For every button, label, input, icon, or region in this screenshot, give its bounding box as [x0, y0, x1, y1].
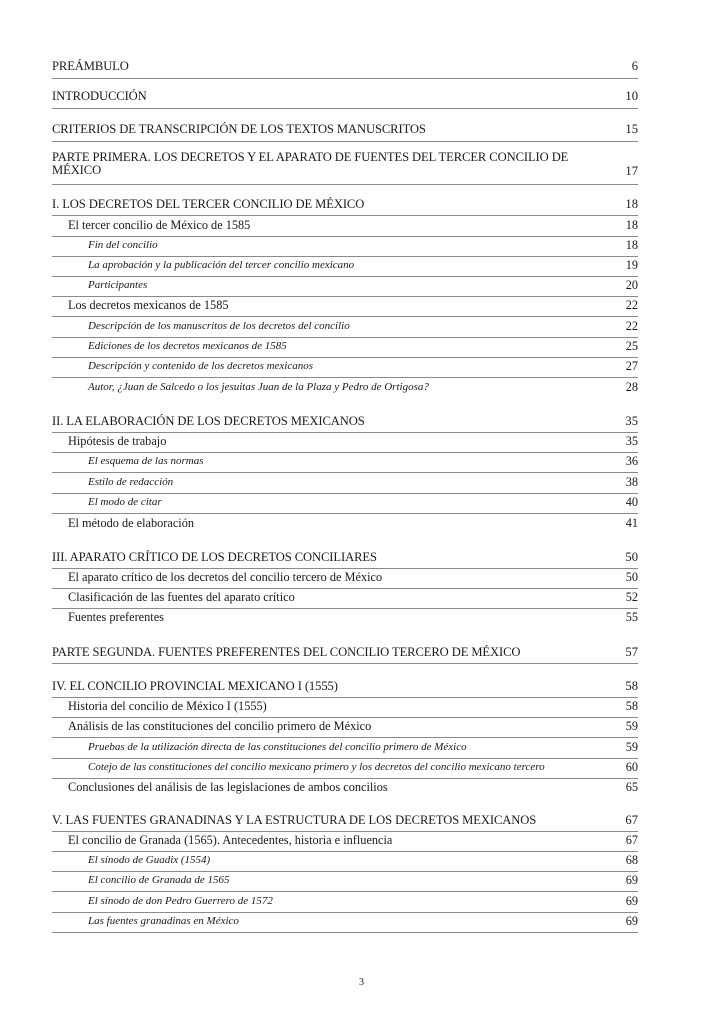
toc-divider — [52, 758, 638, 759]
toc-entry-page: 6 — [631, 59, 638, 73]
toc-divider — [52, 891, 638, 892]
toc-entry-page: 17 — [625, 164, 638, 178]
toc-divider — [52, 296, 638, 297]
toc-entry-page: 58 — [625, 699, 638, 713]
toc-entry-page: 69 — [625, 894, 638, 908]
toc-entry-page: 10 — [625, 89, 638, 103]
toc-entry-title: Hipótesis de trabajo — [68, 434, 167, 448]
toc-entry-title: El concilio de Granada de 1565 — [88, 874, 230, 886]
toc-entry-page: 69 — [625, 914, 638, 928]
toc-entry-page: 65 — [625, 780, 638, 794]
toc-entry-title: II. LA ELABORACIÓN DE LOS DECRETOS MEXICANOS — [52, 414, 365, 428]
toc-entry-title: Clasificación de las fuentes del aparato crítico — [68, 590, 295, 604]
toc-entry-title: Cotejo de las constituciones del concilio mexicano primero y los decretos del concilio mexicano tercero — [88, 761, 545, 773]
toc-entry-page: 22 — [625, 298, 638, 312]
toc-entry-page: 20 — [625, 278, 638, 292]
toc-entry-title: Fuentes preferentes — [68, 610, 164, 624]
toc-entry-page: 35 — [625, 414, 638, 428]
toc-divider — [52, 337, 638, 338]
toc-entry-page: 50 — [625, 570, 638, 584]
toc-entry-page: 59 — [625, 719, 638, 733]
toc-entry-page: 60 — [625, 760, 638, 774]
toc-entry-page: 55 — [625, 610, 638, 624]
toc-divider — [52, 108, 638, 109]
toc-divider — [52, 78, 638, 79]
toc-entry-page: 18 — [625, 238, 638, 252]
toc-entry-page: 22 — [625, 319, 638, 333]
toc-entry-title: Descripción de los manuscritos de los decretos del concilio — [88, 320, 350, 332]
toc-entry-title: El aparato crítico de los decretos del concilio tercero de México — [68, 570, 383, 584]
toc-entry-page: 36 — [625, 454, 638, 468]
toc-entry-page: 57 — [625, 645, 638, 659]
toc-entry-page: 52 — [625, 590, 638, 604]
toc-entry-page: 18 — [625, 218, 638, 232]
toc-divider — [52, 737, 638, 738]
toc-entry-title: Autor, ¿Juan de Salcedo o los jesuitas Juan de la Plaza y Pedro de Ortigosa? — [88, 381, 429, 393]
toc-divider — [52, 493, 638, 494]
toc-divider — [52, 215, 638, 216]
toc-divider — [52, 141, 638, 142]
toc-divider — [52, 697, 638, 698]
toc-entry-page: 68 — [625, 853, 638, 867]
toc-divider — [52, 184, 638, 185]
toc-divider — [52, 236, 638, 237]
toc-divider — [52, 608, 638, 609]
toc-entry-title: El modo de citar — [88, 496, 162, 508]
toc-entry-page: 18 — [625, 197, 638, 211]
toc-entry-title: Historia del concilio de México I (1555) — [68, 699, 267, 713]
toc-divider — [52, 663, 638, 664]
toc-entry-page: 15 — [625, 122, 638, 136]
toc-entry-title: PARTE SEGUNDA. FUENTES PREFERENTES DEL CONCILIO TERCERO DE MÉXICO — [52, 645, 521, 659]
toc-divider — [52, 357, 638, 358]
toc-divider — [52, 932, 638, 933]
toc-entry-page: 19 — [625, 258, 638, 272]
toc-entry-title: CRITERIOS DE TRANSCRIPCIÓN DE LOS TEXTOS MANUSCRITOS — [52, 122, 426, 136]
toc-divider — [52, 472, 638, 473]
toc-divider — [52, 316, 638, 317]
toc-entry-title: I. LOS DECRETOS DEL TERCER CONCILIO DE MÉXICO — [52, 197, 365, 211]
toc-entry-title: El sínodo de Guadix (1554) — [88, 854, 211, 866]
toc-entry-page: 28 — [625, 380, 638, 394]
toc-divider — [52, 452, 638, 453]
toc-divider — [52, 778, 638, 779]
toc-entry-title: Las fuentes granadinas en México — [88, 915, 239, 927]
toc-divider — [52, 276, 638, 277]
page-number: 3 — [359, 977, 364, 988]
toc-entry-page: 38 — [625, 475, 638, 489]
toc-divider — [52, 432, 638, 433]
toc-entry-title: El esquema de las normas — [88, 455, 204, 467]
toc-divider — [52, 851, 638, 852]
toc-entry-title: Descripción y contenido de los decretos mexicanos — [88, 360, 314, 372]
toc-entry-title: El método de elaboración — [68, 516, 194, 530]
toc-divider — [52, 377, 638, 378]
toc-divider — [52, 588, 638, 589]
toc-entry-title: Estilo de redacción — [88, 476, 174, 488]
toc-entry-page: 69 — [625, 873, 638, 887]
toc-entry-title: Pruebas de la utilización directa de las constituciones del concilio primero de México — [88, 741, 467, 753]
toc-entry-title: PREÁMBULO — [52, 59, 129, 73]
toc-entry-page: 40 — [625, 495, 638, 509]
toc-divider — [52, 871, 638, 872]
toc-divider — [52, 256, 638, 257]
toc-entry-page: 67 — [625, 833, 638, 847]
toc-entry-page: 27 — [625, 359, 638, 373]
toc-entry-title: Los decretos mexicanos de 1585 — [68, 298, 229, 312]
toc-divider — [52, 912, 638, 913]
toc-entry-title: INTRODUCCIÓN — [52, 89, 147, 103]
toc-entry-title: Conclusiones del análisis de las legislaciones de ambos concilios — [68, 780, 388, 794]
toc-entry-title: El concilio de Granada (1565). Antecedentes, historia e influencia — [68, 833, 393, 847]
toc-entry-title: V. LAS FUENTES GRANADINAS Y LA ESTRUCTURA DE LOS DECRETOS MEXICANOS — [52, 813, 537, 827]
toc-entry-title: PARTE PRIMERA. LOS DECRETOS Y EL APARATO DE FUENTES DEL TERCER CONCILIO DE MÉXICO — [52, 150, 569, 177]
toc-entry-page: 67 — [625, 813, 638, 827]
toc-divider — [52, 717, 638, 718]
toc-divider — [52, 568, 638, 569]
toc-entry-page: 35 — [625, 434, 638, 448]
toc-entry-title: Participantes — [88, 279, 148, 291]
toc-entry-page: 25 — [625, 339, 638, 353]
toc-entry-title: III. APARATO CRÍTICO DE LOS DECRETOS CONCILIARES — [52, 550, 377, 564]
toc-entry-page: 58 — [625, 679, 638, 693]
toc-divider — [52, 831, 638, 832]
toc-entry-title: Ediciones de los decretos mexicanos de 1585 — [88, 340, 287, 352]
toc-entry-title: El sínodo de don Pedro Guerrero de 1572 — [88, 895, 273, 907]
toc-entry-title: IV. EL CONCILIO PROVINCIAL MEXICANO I (1555) — [52, 679, 338, 693]
toc-entry-title: Análisis de las constituciones del concilio primero de México — [68, 719, 372, 733]
toc-entry-page: 50 — [625, 550, 638, 564]
toc-divider — [52, 513, 638, 514]
toc-entry-title: La aprobación y la publicación del tercer concilio mexicano — [88, 259, 355, 271]
toc-entry-page: 41 — [625, 516, 638, 530]
toc-entry-title: Fin del concilio — [88, 239, 158, 251]
toc-entry-page: 59 — [625, 740, 638, 754]
toc-entry-title: El tercer concilio de México de 1585 — [68, 218, 251, 232]
